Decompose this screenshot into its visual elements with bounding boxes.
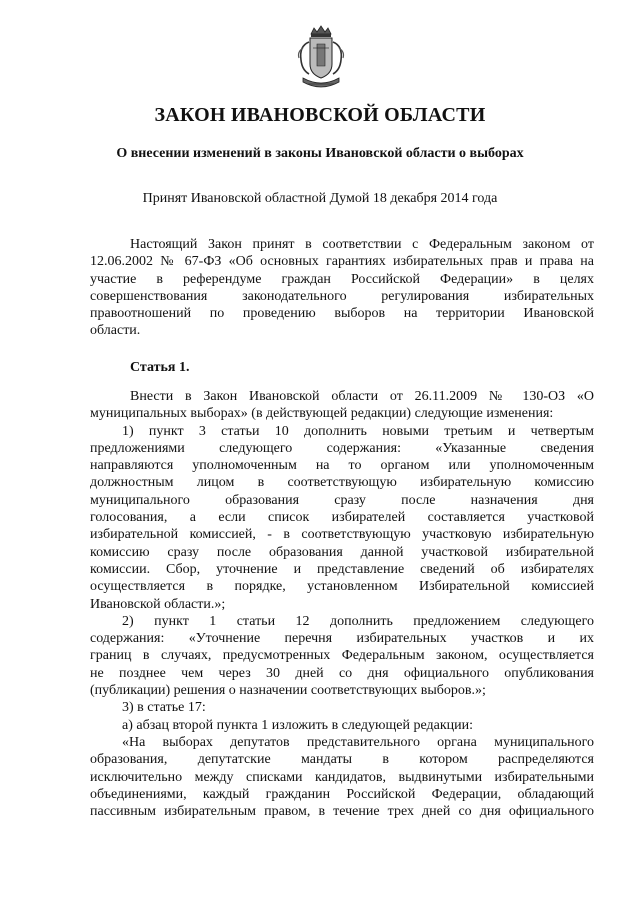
text-line: пассивным избирательным правом, в течение трех дней со дня официального xyxy=(90,804,594,820)
text-line: должностным лицом в соответствующую избирательную комиссию xyxy=(90,475,594,491)
text-line: муниципального образования сразу после назначения дня xyxy=(90,492,594,508)
text-line: образования, депутатские мандаты в котором распределяются xyxy=(90,752,594,768)
text-line: Настоящий Закон принят в соответствии с Федеральным законом от xyxy=(130,237,594,252)
text-line: предложениями следующего содержания: «Указанные сведения xyxy=(90,440,594,456)
text-line: направляются уполномоченным на то органом или уполномоченным xyxy=(90,458,594,474)
adoption-line: Принят Ивановской областной Думой 18 декабря 2014 года xyxy=(142,191,498,206)
text-line: 2) пункт 1 статьи 12 дополнить предложением следующего xyxy=(122,613,594,629)
text-line: совершенствования законодательного регулирования избирательных xyxy=(90,288,594,304)
text-line: не позднее чем через 30 дней со дня официального опубликования xyxy=(90,665,594,681)
text-line: правоотношений по проведению выборов на территории Ивановской xyxy=(90,306,594,322)
text-line: 12.06.2002 № 67-ФЗ «Об основных гарантиях избирательных прав и права на xyxy=(90,254,594,270)
text-line: муниципальных выборах» (в действующей редакции) следующие изменения: xyxy=(90,406,554,422)
text-line: комиссии. Сбор, уточнение и представление сведений об избирателях xyxy=(90,561,594,577)
ivanovo-coat-of-arms-icon xyxy=(293,24,349,96)
text-line: голосования, а если список избирателей составляется участковой xyxy=(90,510,594,526)
text-line: 3) в статье 17: xyxy=(122,700,206,716)
text-line: содержания: «Уточнение перечня избирательных участков и их xyxy=(90,631,594,647)
text-line: избирательной комиссией, - в соответствующую участковую избирательную xyxy=(90,527,594,543)
article-body xyxy=(90,388,594,820)
article-heading: Статья 1. xyxy=(130,360,190,375)
text-line: исключительно между списками кандидатов, выдвинутыми избирательными xyxy=(90,769,594,785)
law-subtitle: О внесении изменений в законы Ивановской области о выборах xyxy=(116,146,524,161)
text-line: участие в референдуме граждан Российской Федерации» в целях xyxy=(90,271,594,287)
text-line: «На выборах депутатов представительного органа муниципального xyxy=(122,734,594,750)
text-line: осуществляется в порядке, установленном Избирательной комиссией xyxy=(90,579,594,595)
text-line: комиссию сразу после образования данной участковой избирательной xyxy=(90,544,594,560)
text-line: объединениями, каждый гражданин Российской Федерации, обладающий xyxy=(90,786,594,802)
text-line: Внести в Закон Ивановской области от 26.11.2009 № 130-ОЗ «О xyxy=(130,389,594,404)
text-line: 1) пункт 3 статьи 10 дополнить новыми третьим и четвертым xyxy=(122,423,594,439)
text-line: границ в случаях, предусмотренных Федеральным законом, осуществляется xyxy=(90,648,594,664)
text-line: Ивановской области.»; xyxy=(90,596,226,612)
text-line: а) абзац второй пункта 1 изложить в следующей редакции: xyxy=(122,717,474,733)
law-title: ЗАКОН ИВАНОВСКОЙ ОБЛАСТИ xyxy=(154,104,486,126)
text-line: (публикации) решения о назначении соответствующих выборов.»; xyxy=(90,683,486,699)
text-line: области. xyxy=(90,323,141,339)
preamble-paragraph xyxy=(90,236,594,340)
